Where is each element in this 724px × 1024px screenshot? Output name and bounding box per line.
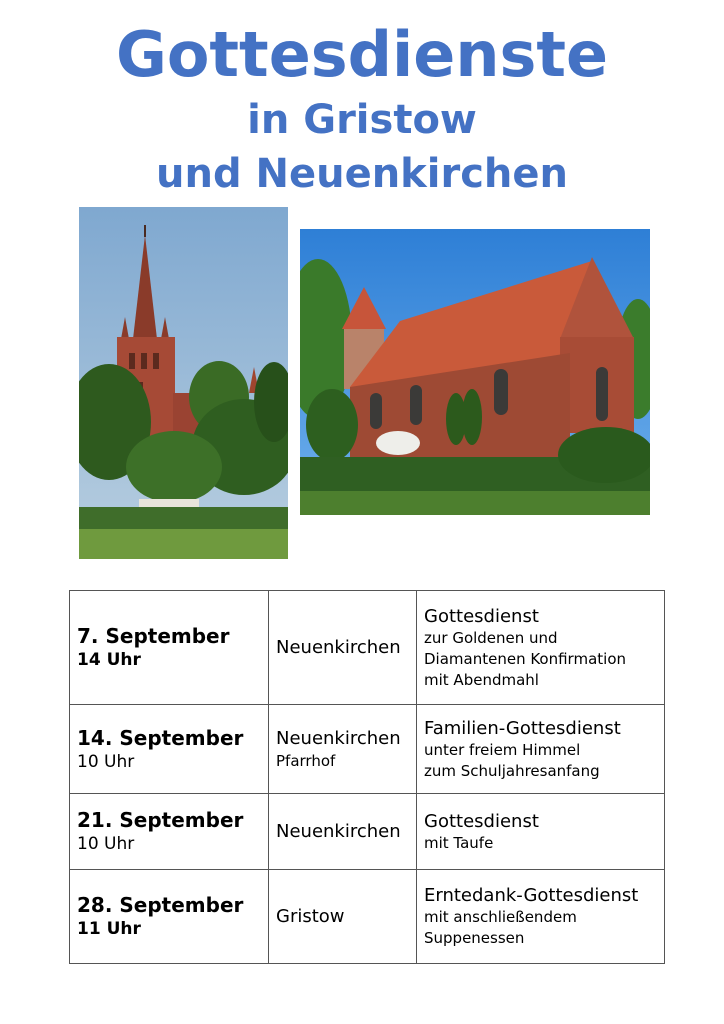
service-detail: mit anschließendem: [424, 908, 577, 926]
service-time: 10 Uhr: [77, 834, 135, 854]
service-detail: mit Taufe: [424, 833, 494, 852]
service-date-cell: [70, 705, 269, 794]
service-date: 7. September: [77, 624, 230, 648]
service-title: Erntedank-Gottesdienst: [424, 885, 639, 906]
table-row: [70, 794, 665, 870]
service-time: 14 Uhr: [77, 650, 141, 670]
service-place: Gristow: [276, 905, 345, 927]
table-row: [70, 705, 665, 794]
table-row: [70, 591, 665, 705]
service-place-cell: [269, 705, 417, 794]
service-date-cell: [70, 870, 269, 964]
service-place-cell: [269, 591, 417, 705]
service-title: Gottesdienst: [424, 605, 539, 627]
service-description-cell: [417, 591, 665, 705]
service-date-cell: [70, 591, 269, 705]
service-date: 14. September: [77, 725, 244, 750]
service-place-cell: [269, 870, 417, 964]
service-title: Familien-Gottesdienst: [424, 717, 621, 739]
service-place: Neuenkirchen: [276, 820, 401, 842]
service-place-cell: [269, 794, 417, 870]
service-place-detail: Pfarrhof: [276, 752, 336, 770]
service-detail: zur Goldenen und: [424, 628, 558, 647]
service-schedule-table: [69, 590, 665, 964]
page-subtitle-line2: und Neuenkirchen: [155, 151, 569, 197]
service-date-cell: [70, 794, 269, 870]
service-detail: mit Abendmahl: [424, 670, 539, 689]
service-time: 11 Uhr: [77, 919, 141, 939]
service-place: Neuenkirchen: [276, 728, 401, 749]
service-detail: Diamantenen Konfirmation: [424, 649, 627, 668]
service-date: 28. September: [77, 893, 244, 917]
church-tower-photo: [79, 207, 288, 559]
service-description-cell: [417, 705, 665, 794]
service-detail: unter freiem Himmel: [424, 740, 581, 759]
service-title: Gottesdienst: [424, 810, 539, 832]
page-title: Gottesdienste: [115, 18, 609, 91]
service-place: Neuenkirchen: [276, 636, 401, 658]
service-description-cell: [417, 870, 665, 964]
service-detail: Suppenessen: [424, 929, 525, 947]
brick-church-photo: [300, 229, 650, 515]
table-row: [70, 870, 665, 964]
service-time: 10 Uhr: [77, 751, 135, 772]
service-description-cell: [417, 794, 665, 870]
service-date: 21. September: [77, 808, 244, 832]
service-detail: zum Schuljahresanfang: [424, 761, 600, 780]
page-subtitle-line1: in Gristow: [247, 97, 477, 143]
